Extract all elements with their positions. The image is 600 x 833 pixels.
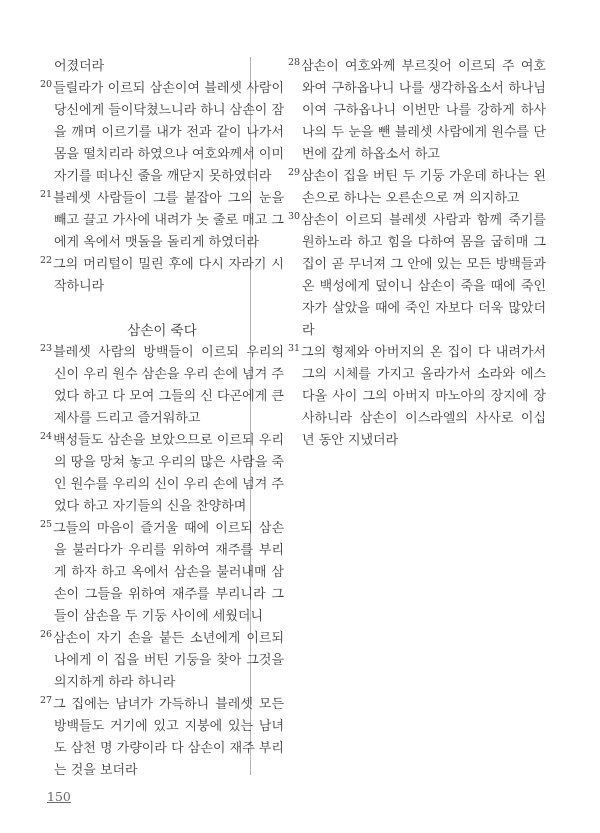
verse-text: 그의 형제와 아버지의 온 집이 다 내려가서 그의 시체를 가지고 올라가서 소라와 에스다올 사이 그의 아버지 마노아의 장지에 장사하니라 삼손이 이스라엘의 사사로 이십 년 동안 지냈더라 — [301, 345, 546, 448]
verse-text: 삼손이 집을 버틴 두 기둥 가운데 하나는 왼손으로 하나는 오른손으로 껴 의지하고 — [301, 169, 546, 206]
left-text-column — [40, 56, 284, 782]
verse-text: 삼손이 여호와께 부르짖어 이르되 주 여호와여 구하옵나니 나를 생각하옵소서 하나님이여 구하옵나니 이번만 나를 강하게 하사 나의 두 눈을 뺀 블레셋 사람에게 원수를 단번에 갚게 하옵소서 하고 — [301, 59, 546, 162]
verse: 24백성들도 삼손을 보았으므로 이르되 우리의 땅을 망쳐 놓고 우리의 많은 사람을 죽인 원수를 우리의 신이 우리 손에 넘겨 주었다 하고 자기들의 신을 찬양하며 — [40, 431, 284, 514]
verse: 20들릴라가 이르되 삼손이여 블레셋 사람이 당신에게 들이닥쳤느니라 하니 삼손이 잠을 깨며 이르기를 내가 전과 같이 나가서 몸을 떨치리라 하였으나 여호와께서 이미 자기를 떠나신 줄을 깨닫지 못하였더라 — [40, 79, 285, 184]
verse: 27그 집에는 남녀가 가득하니 블레셋 모든 방백들도 거기에 있고 지붕에 있는 남녀도 삼천 명 가량이라 다 삼손이 재주 부리는 것을 보더라 — [40, 695, 284, 778]
page-number: 150 — [47, 789, 71, 804]
verse-text: 백성들도 삼손을 보았으므로 이르되 우리의 땅을 망쳐 놓고 우리의 많은 사람을 죽인 원수를 우리의 신이 우리 손에 넘겨 주었다 하고 자기들의 신을 찬양하며 — [53, 433, 284, 514]
verse: 29삼손이 집을 버틴 두 기둥 가운데 하나는 왼손으로 하나는 오른손으로 껴 의지하고 — [288, 167, 546, 206]
verse-text: 들릴라가 이르되 삼손이여 블레셋 사람이 당신에게 들이닥쳤느니라 하니 삼손이 잠을 깨며 이르기를 내가 전과 같이 나가서 몸을 떨치리라 하였으나 여호와께서 이미 자기를 떠나신 줄을 깨닫지 못하였더라 — [53, 81, 285, 184]
verse-text: 삼손이 이르되 블레셋 사람과 함께 죽기를 원하노라 하고 힘을 다하여 몸을 굽히매 그 집이 곧 무너져 그 안에 있는 모든 방백들과 온 백성에게 덮이니 삼손이 죽을 때에 죽인 자가 살았을 때에 죽인 자보다 더욱 많았더라 — [301, 213, 546, 338]
right-text-column — [288, 56, 546, 452]
verse-text: 블레셋 사람의 방백들이 이르되 우리의 신이 우리 원수 삼손을 우리 손에 넘겨 주었다 하고 다 모여 그들의 신 다곤에게 큰 제사를 드리고 즐거워하고 — [53, 345, 284, 426]
verse: 26삼손이 자기 손을 붙든 소년에게 이르되 나에게 이 집을 버틴 기둥을 찾아 그것을 의지하게 하라 하니라 — [40, 629, 284, 690]
section-heading: 삼손이 죽다 — [127, 323, 197, 339]
verse: 31그의 형제와 아버지의 온 집이 다 내려가서 그의 시체를 가지고 올라가서 소라와 에스다올 사이 그의 아버지 마노아의 장지에 장사하니라 삼손이 이스라엘의 사사로 이십 년 동안 지냈더라 — [288, 343, 546, 448]
verse-text: 그들의 마음이 즐거울 때에 이르되 삼손을 불러다가 우리를 위하여 재주를 부리게 하자 하고 옥에서 삼손을 불러내매 삼손이 그들을 위하여 재주를 부리니라 그들이 삼손을 두 기둥 사이에 세웠더니 — [53, 521, 284, 624]
verse: 22그의 머리털이 밀린 후에 다시 자라기 시작하니라 — [40, 255, 284, 294]
verse-text: 그 집에는 남녀가 가득하니 블레셋 모든 방백들도 거기에 있고 지붕에 있는 남녀도 삼천 명 가량이라 다 삼손이 재주 부리는 것을 보더라 — [53, 697, 284, 778]
verse: 21블레셋 사람들이 그를 붙잡아 그의 눈을 빼고 끌고 가사에 내려가 놋 줄로 매고 그에게 옥에서 맷돌을 돌리게 하였더라 — [40, 189, 284, 250]
verse: 23블레셋 사람의 방백들이 이르되 우리의 신이 우리 원수 삼손을 우리 손에 넘겨 주었다 하고 다 모여 그들의 신 다곤에게 큰 제사를 드리고 즐거워하고 — [40, 343, 284, 426]
verse-continuation — [40, 56, 284, 78]
verse: 25그들의 마음이 즐거울 때에 이르되 삼손을 불러다가 우리를 위하여 재주를 부리게 하자 하고 옥에서 삼손을 불러내매 삼손이 그들을 위하여 재주를 부리니라 그들이 삼손을 두 기둥 사이에 세웠더니 — [40, 519, 284, 624]
verse-text: 그의 머리털이 밀린 후에 다시 자라기 시작하니라 — [53, 257, 284, 294]
verse-text: 블레셋 사람들이 그를 붙잡아 그의 눈을 빼고 끌고 가사에 내려가 놋 줄로 매고 그에게 옥에서 맷돌을 돌리게 하였더라 — [53, 191, 284, 250]
verse: 28삼손이 여호와께 부르짖어 이르되 주 여호와여 구하옵나니 나를 생각하옵소서 하나님이여 구하옵나니 이번만 나를 강하게 하사 나의 두 눈을 뺀 블레셋 사람에게 원수를 단번에 갚게 하옵소서 하고 — [288, 57, 546, 162]
verse-text: 어졌더라 — [54, 59, 105, 74]
verse-text: 삼손이 자기 손을 붙든 소년에게 이르되 나에게 이 집을 버틴 기둥을 찾아 그것을 의지하게 하라 하니라 — [53, 631, 284, 690]
verse: 30삼손이 이르되 블레셋 사람과 함께 죽기를 원하노라 하고 힘을 다하여 몸을 굽히매 그 집이 곧 무너져 그 안에 있는 모든 방백들과 온 백성에게 덮이니 삼손이 죽을 때에 죽인 자가 살았을 때에 죽인 자보다 더욱 많았더라 — [288, 211, 546, 338]
